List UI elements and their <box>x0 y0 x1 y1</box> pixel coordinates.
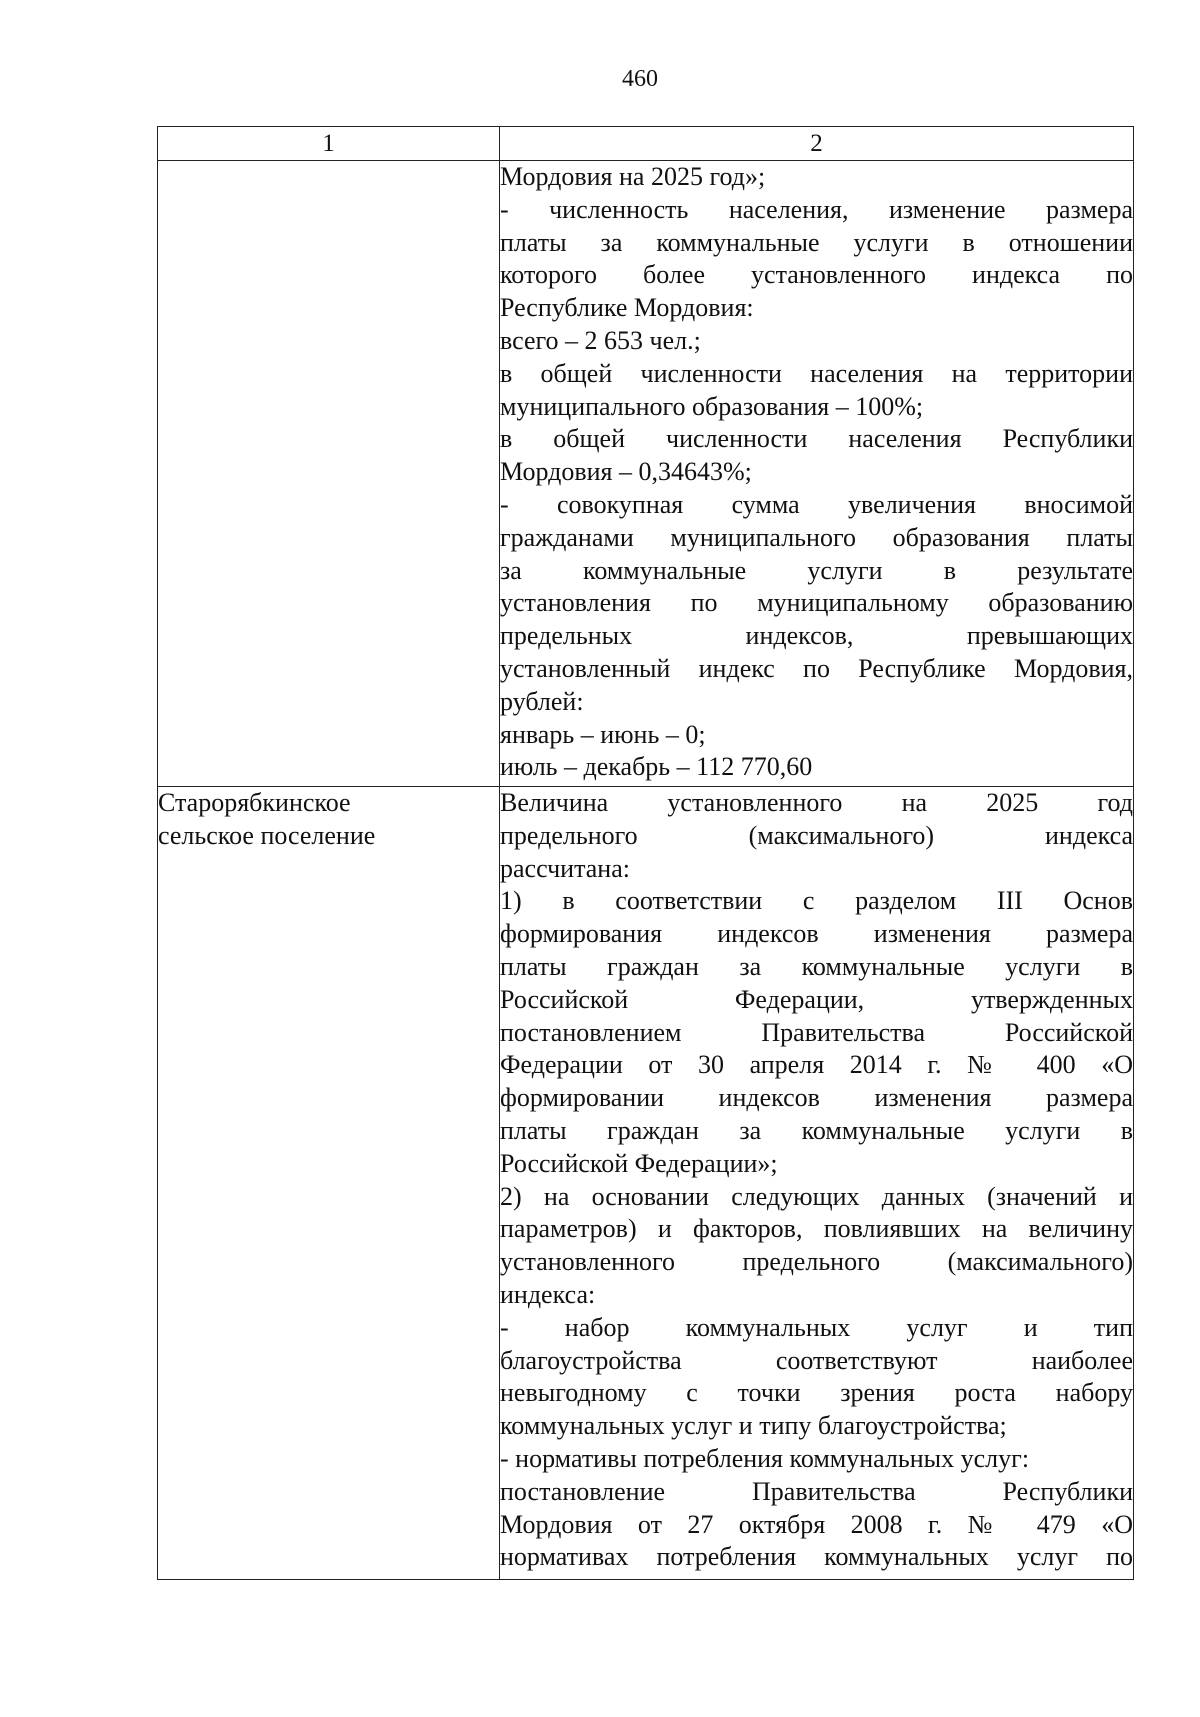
text-line: за коммунальные услуги в результате <box>500 555 1133 585</box>
text-line: благоустройства соответствуют наиболее <box>500 1345 1133 1375</box>
text-line: установленный индекс по Республике Мордовия, <box>500 653 1133 683</box>
text-line: Российской Федерации»; <box>500 1148 778 1178</box>
page-number: 460 <box>622 66 658 92</box>
text-line: Федерации от 30 апреля 2014 г. № 400 «О <box>500 1050 1133 1080</box>
document-table <box>157 126 1134 1580</box>
text-line: нормативах потребления коммунальных услуг по <box>500 1542 1133 1572</box>
text-line: Величина установленного на 2025 год <box>500 788 1133 817</box>
text-line: коммунальных услуг и типу благоустройства; <box>500 1411 1007 1441</box>
text-line: июль – декабрь – 112 770,60 <box>500 752 813 782</box>
column-header-1: 1 <box>158 127 500 161</box>
text-line: предельного (максимального) индекса <box>500 820 1133 850</box>
municipality-name-line: сельское поселение <box>158 820 376 850</box>
text-line: параметров) и факторов, повлиявших на величину <box>500 1214 1133 1244</box>
text-line: постановление Правительства Республики <box>500 1476 1133 1506</box>
text-line: январь – июнь – 0; <box>500 719 706 749</box>
table-row <box>158 161 1134 787</box>
municipality-cell <box>158 787 500 1580</box>
text-line: рублей: <box>500 686 584 716</box>
description-cell <box>500 161 1134 787</box>
text-line: - совокупная сумма увеличения вносимой <box>500 489 1133 519</box>
text-line: Мордовия от 27 октября 2008 г. № 479 «О <box>500 1509 1133 1539</box>
text-line: в общей численности населения Республики <box>500 424 1133 454</box>
text-line: формировании индексов изменения размера <box>500 1083 1133 1113</box>
text-line: формирования индексов изменения размера <box>500 919 1133 949</box>
text-line: Республике Мордовия: <box>500 293 754 323</box>
text-line: установленного предельного (максимального) <box>500 1247 1133 1277</box>
column-header-2: 2 <box>500 127 1134 161</box>
municipality-name-line: Старорябкинское <box>158 788 351 817</box>
text-line: - численность населения, изменение размера <box>500 194 1133 224</box>
text-line: 1) в соответствии с разделом III Основ <box>500 886 1133 916</box>
table-row <box>158 787 1134 1580</box>
text-line: невыгодному с точки зрения роста набору <box>500 1378 1133 1408</box>
table-header-row <box>158 127 1134 161</box>
text-line: 2) на основании следующих данных (значений и <box>500 1181 1133 1211</box>
text-line: муниципального образования – 100%; <box>500 391 924 421</box>
text-line: платы граждан за коммунальные услуги в <box>500 951 1133 981</box>
text-line: рассчитана: <box>500 853 630 883</box>
description-cell <box>500 787 1134 1580</box>
text-line: предельных индексов, превышающих <box>500 621 1133 651</box>
text-line: Мордовия на 2025 год»; <box>500 162 766 191</box>
text-line: в общей численности населения на территории <box>500 358 1133 388</box>
text-line: - нормативы потребления коммунальных услуг: <box>500 1443 1030 1473</box>
text-line: платы граждан за коммунальные услуги в <box>500 1115 1133 1145</box>
text-line: гражданами муниципального образования платы <box>500 522 1133 552</box>
text-line: установления по муниципальному образованию <box>500 588 1133 618</box>
municipality-cell <box>158 161 500 787</box>
text-line: Российской Федерации, утвержденных <box>500 984 1133 1014</box>
text-line: всего – 2 653 чел.; <box>500 325 701 355</box>
text-line: которого более установленного индекса по <box>500 260 1133 290</box>
text-line: индекса: <box>500 1279 596 1309</box>
text-line: платы за коммунальные услуги в отношении <box>500 227 1133 257</box>
text-line: Мордовия – 0,34643%; <box>500 457 752 487</box>
text-line: - набор коммунальных услуг и тип <box>500 1312 1133 1342</box>
text-line: постановлением Правительства Российской <box>500 1017 1133 1047</box>
